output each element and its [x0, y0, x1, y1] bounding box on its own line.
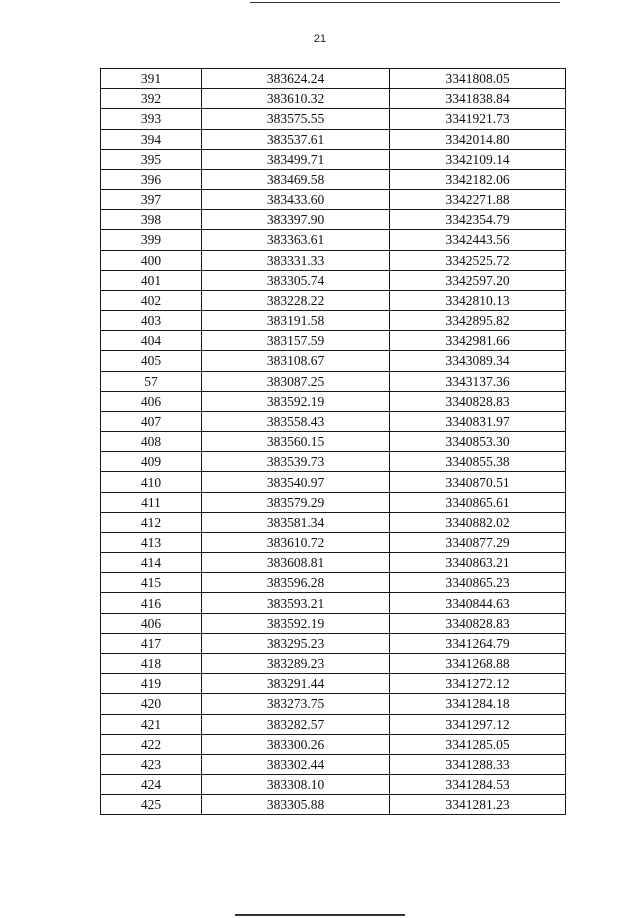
point-number-cell: 406 [101, 391, 202, 411]
x-coordinate-cell: 383499.71 [202, 149, 390, 169]
x-coordinate-cell: 383295.23 [202, 633, 390, 653]
x-coordinate-cell: 383575.55 [202, 109, 390, 129]
point-number-cell: 391 [101, 69, 202, 89]
y-coordinate-cell: 3342014.80 [390, 129, 566, 149]
table-row [101, 432, 566, 452]
point-number-cell: 424 [101, 775, 202, 795]
point-number-cell: 400 [101, 250, 202, 270]
coordinate-table [100, 68, 566, 815]
y-coordinate-cell: 3341285.05 [390, 734, 566, 754]
x-coordinate-cell: 383087.25 [202, 371, 390, 391]
y-coordinate-cell: 3341838.84 [390, 89, 566, 109]
x-coordinate-cell: 383191.58 [202, 311, 390, 331]
point-number-cell: 396 [101, 169, 202, 189]
y-coordinate-cell: 3340855.38 [390, 452, 566, 472]
x-coordinate-cell: 383592.19 [202, 391, 390, 411]
point-number-cell: 419 [101, 674, 202, 694]
table-row [101, 129, 566, 149]
y-coordinate-cell: 3340882.02 [390, 512, 566, 532]
table-row [101, 472, 566, 492]
table-row [101, 169, 566, 189]
y-coordinate-cell: 3340865.23 [390, 573, 566, 593]
x-coordinate-cell: 383593.21 [202, 593, 390, 613]
page-number: 21 [313, 33, 327, 45]
y-coordinate-cell: 3342981.66 [390, 331, 566, 351]
y-coordinate-cell: 3341281.23 [390, 795, 566, 815]
point-number-cell: 410 [101, 472, 202, 492]
y-coordinate-cell: 3341808.05 [390, 69, 566, 89]
table-row [101, 452, 566, 472]
point-number-cell: 411 [101, 492, 202, 512]
point-number-cell: 418 [101, 653, 202, 673]
table-row [101, 492, 566, 512]
table-row [101, 371, 566, 391]
x-coordinate-cell: 383305.88 [202, 795, 390, 815]
x-coordinate-cell: 383331.33 [202, 250, 390, 270]
table-row [101, 109, 566, 129]
table-row [101, 250, 566, 270]
x-coordinate-cell: 383624.24 [202, 69, 390, 89]
point-number-cell: 417 [101, 633, 202, 653]
table-row [101, 411, 566, 431]
point-number-cell: 407 [101, 411, 202, 431]
y-coordinate-cell: 3342354.79 [390, 210, 566, 230]
x-coordinate-cell: 383363.61 [202, 230, 390, 250]
point-number-cell: 398 [101, 210, 202, 230]
x-coordinate-cell: 383608.81 [202, 553, 390, 573]
x-coordinate-cell: 383282.57 [202, 714, 390, 734]
x-coordinate-cell: 383610.32 [202, 89, 390, 109]
x-coordinate-cell: 383228.22 [202, 290, 390, 310]
y-coordinate-cell: 3340844.63 [390, 593, 566, 613]
x-coordinate-cell: 383581.34 [202, 512, 390, 532]
x-coordinate-cell: 383537.61 [202, 129, 390, 149]
table-row [101, 734, 566, 754]
y-coordinate-cell: 3340831.97 [390, 411, 566, 431]
y-coordinate-cell: 3340877.29 [390, 532, 566, 552]
table-row [101, 714, 566, 734]
table-row [101, 553, 566, 573]
x-coordinate-cell: 383433.60 [202, 190, 390, 210]
y-coordinate-cell: 3342895.82 [390, 311, 566, 331]
x-coordinate-cell: 383539.73 [202, 452, 390, 472]
table-row [101, 775, 566, 795]
x-coordinate-cell: 383157.59 [202, 331, 390, 351]
coordinate-table-body [101, 69, 566, 815]
point-number-cell: 409 [101, 452, 202, 472]
x-coordinate-cell: 383273.75 [202, 694, 390, 714]
table-row [101, 270, 566, 290]
x-coordinate-cell: 383302.44 [202, 754, 390, 774]
point-number-cell: 423 [101, 754, 202, 774]
y-coordinate-cell: 3341264.79 [390, 633, 566, 653]
y-coordinate-cell: 3342810.13 [390, 290, 566, 310]
y-coordinate-cell: 3343089.34 [390, 351, 566, 371]
table-row [101, 290, 566, 310]
x-coordinate-cell: 383300.26 [202, 734, 390, 754]
point-number-cell: 416 [101, 593, 202, 613]
y-coordinate-cell: 3342443.56 [390, 230, 566, 250]
point-number-cell: 422 [101, 734, 202, 754]
point-number-cell: 404 [101, 331, 202, 351]
point-number-cell: 405 [101, 351, 202, 371]
table-row [101, 512, 566, 532]
table-row [101, 210, 566, 230]
table-row [101, 331, 566, 351]
table-row [101, 311, 566, 331]
x-coordinate-cell: 383289.23 [202, 653, 390, 673]
point-number-cell: 397 [101, 190, 202, 210]
y-coordinate-cell: 3341297.12 [390, 714, 566, 734]
point-number-cell: 399 [101, 230, 202, 250]
y-coordinate-cell: 3341268.88 [390, 653, 566, 673]
y-coordinate-cell: 3343137.36 [390, 371, 566, 391]
y-coordinate-cell: 3342109.14 [390, 149, 566, 169]
y-coordinate-cell: 3340863.21 [390, 553, 566, 573]
point-number-cell: 403 [101, 311, 202, 331]
table-row [101, 593, 566, 613]
point-number-cell: 394 [101, 129, 202, 149]
table-row [101, 391, 566, 411]
point-number-cell: 395 [101, 149, 202, 169]
table-row [101, 653, 566, 673]
y-coordinate-cell: 3341284.18 [390, 694, 566, 714]
table-row [101, 351, 566, 371]
table-row [101, 613, 566, 633]
y-coordinate-cell: 3340828.83 [390, 613, 566, 633]
x-coordinate-cell: 383540.97 [202, 472, 390, 492]
table-row [101, 532, 566, 552]
point-number-cell: 392 [101, 89, 202, 109]
y-coordinate-cell: 3340865.61 [390, 492, 566, 512]
y-coordinate-cell: 3342271.88 [390, 190, 566, 210]
y-coordinate-cell: 3341272.12 [390, 674, 566, 694]
y-coordinate-cell: 3341921.73 [390, 109, 566, 129]
y-coordinate-cell: 3340828.83 [390, 391, 566, 411]
y-coordinate-cell: 3340870.51 [390, 472, 566, 492]
table-row [101, 754, 566, 774]
table-row [101, 795, 566, 815]
table-row [101, 633, 566, 653]
footer-rule [235, 914, 405, 916]
point-number-cell: 401 [101, 270, 202, 290]
point-number-cell: 402 [101, 290, 202, 310]
point-number-cell: 408 [101, 432, 202, 452]
x-coordinate-cell: 383397.90 [202, 210, 390, 230]
x-coordinate-cell: 383560.15 [202, 432, 390, 452]
x-coordinate-cell: 383308.10 [202, 775, 390, 795]
y-coordinate-cell: 3342525.72 [390, 250, 566, 270]
x-coordinate-cell: 383108.67 [202, 351, 390, 371]
table-row [101, 230, 566, 250]
x-coordinate-cell: 383579.29 [202, 492, 390, 512]
table-row [101, 190, 566, 210]
point-number-cell: 413 [101, 532, 202, 552]
y-coordinate-cell: 3341284.53 [390, 775, 566, 795]
point-number-cell: 412 [101, 512, 202, 532]
x-coordinate-cell: 383305.74 [202, 270, 390, 290]
point-number-cell: 406 [101, 613, 202, 633]
point-number-cell: 425 [101, 795, 202, 815]
table-row [101, 674, 566, 694]
y-coordinate-cell: 3340853.30 [390, 432, 566, 452]
y-coordinate-cell: 3342597.20 [390, 270, 566, 290]
table-row [101, 89, 566, 109]
x-coordinate-cell: 383596.28 [202, 573, 390, 593]
table-row [101, 69, 566, 89]
x-coordinate-cell: 383610.72 [202, 532, 390, 552]
point-number-cell: 393 [101, 109, 202, 129]
header-rule [250, 2, 560, 3]
x-coordinate-cell: 383469.58 [202, 169, 390, 189]
point-number-cell: 415 [101, 573, 202, 593]
point-number-cell: 57 [101, 371, 202, 391]
table-row [101, 694, 566, 714]
x-coordinate-cell: 383592.19 [202, 613, 390, 633]
y-coordinate-cell: 3341288.33 [390, 754, 566, 774]
point-number-cell: 414 [101, 553, 202, 573]
point-number-cell: 421 [101, 714, 202, 734]
x-coordinate-cell: 383558.43 [202, 411, 390, 431]
y-coordinate-cell: 3342182.06 [390, 169, 566, 189]
table-row [101, 573, 566, 593]
point-number-cell: 420 [101, 694, 202, 714]
table-row [101, 149, 566, 169]
x-coordinate-cell: 383291.44 [202, 674, 390, 694]
